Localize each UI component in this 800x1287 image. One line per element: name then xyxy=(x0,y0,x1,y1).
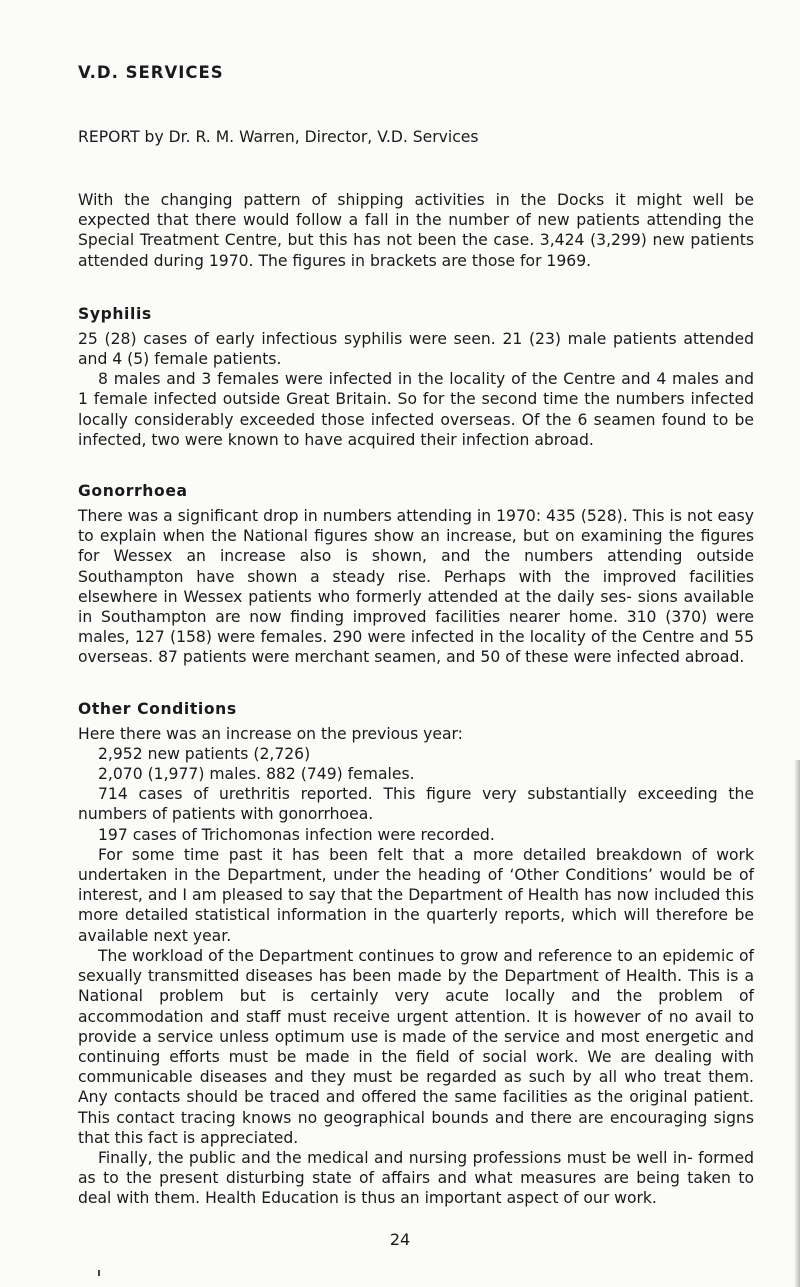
syphilis-paragraph-2: 8 males and 3 females were infected in the locality of the Centre and 4 males and 1 female infected outside Great Britain. So for the second time the numbers infected locally considerably exceeded those infected overseas. Of the 6 seamen found to be infected, two were known to have acquired their infection abroad. xyxy=(78,370,754,449)
other-conditions-heading: Other Conditions xyxy=(78,699,237,718)
gonorrhoea-section xyxy=(78,480,754,668)
other-conditions-intro: Here there was an increase on the previous year: xyxy=(78,724,463,743)
scan-speck xyxy=(98,1270,100,1276)
breakdown-paragraph: For some time past it has been felt that a more detailed breakdown of work undertaken in the Department, under the heading of ‘Other Conditions’ would be of interest, and I am pleased to say that the Department of Health has now included this more detailed statistical information in the quarterly reports, which will therefore be available next year. xyxy=(78,845,754,945)
workload-paragraph: The workload of the Department continues to grow and reference to an epidemic of sexually transmitted diseases has been made by the Department of Health. This is a National problem but is certainly very acute locally and the problem of accommodation and staff must receive urgent attention. It is however of no avail to provide a service unless optimum use is made of the service and most energetic and continuing efforts must be made in the field of social work. We are dealing with communicable diseases and they must be regarded as such by all who treat them. Any contacts should be traced and offered the same facilities as the original patient. This contact tracing knows no geographical bounds and there are encouraging signs that this fact is appreciated. xyxy=(78,946,754,1147)
report-page xyxy=(78,62,754,1209)
finally-paragraph: Finally, the public and the medical and nursing professions must be well in- formed as to the present disturbing state of affairs and what measures are being taken to deal with them. Health Education is thus an important aspect of our work. xyxy=(78,1148,754,1208)
report-byline: REPORT by Dr. R. M. Warren, Director, V.D. Services xyxy=(78,128,479,146)
page-edge-shadow xyxy=(794,760,800,1287)
page-title: V.D. SERVICES xyxy=(78,63,224,82)
syphilis-paragraph-1: 25 (28) cases of early infectious syphilis were seen. 21 (23) male patients attended and 4 (5) female patients. xyxy=(78,329,754,369)
page-number: 24 xyxy=(389,1230,411,1249)
syphilis-heading: Syphilis xyxy=(78,304,152,323)
urethritis-paragraph: 714 cases of urethritis reported. This figure very substantially exceeding the numbers of patients with gonorrhoea. xyxy=(78,785,754,824)
other-conditions-section xyxy=(78,698,754,1209)
syphilis-section xyxy=(78,303,754,450)
new-patients-line: 2,952 new patients (2,726) xyxy=(98,744,311,763)
males-females-line: 2,070 (1,977) males. 882 (749) females. xyxy=(98,765,415,784)
gonorrhoea-paragraph: There was a significant drop in numbers attending in 1970: 435 (528). This is not easy to explain when the National figures show an increase, but on examining the figures for Wessex an increase also is shown, and the numbers attending outside Southampton have shown a steady rise. Perhaps with the improved facilities elsewhere in Wessex patients who formerly attended at the daily ses- sions available in Southampton are now finding improved facilities nearer home. 310 (370) were males, 127 (158) were females. 290 were infected in the locality of the Centre and 55 overseas. 87 patients were merchant seamen, and 50 of these were infected abroad. xyxy=(78,507,754,667)
trichomonas-paragraph: 197 cases of Trichomonas infection were recorded. xyxy=(98,825,495,844)
intro-paragraph: With the changing pattern of shipping activities in the Docks it might well be expected that there would follow a fall in the number of new patients attending the Special Treatment Centre, but this has not been the case. 3,424 (3,299) new patients attended during 1970. The figures in brackets are those for 1969. xyxy=(78,191,754,270)
gonorrhoea-heading: Gonorrhoea xyxy=(78,482,188,501)
